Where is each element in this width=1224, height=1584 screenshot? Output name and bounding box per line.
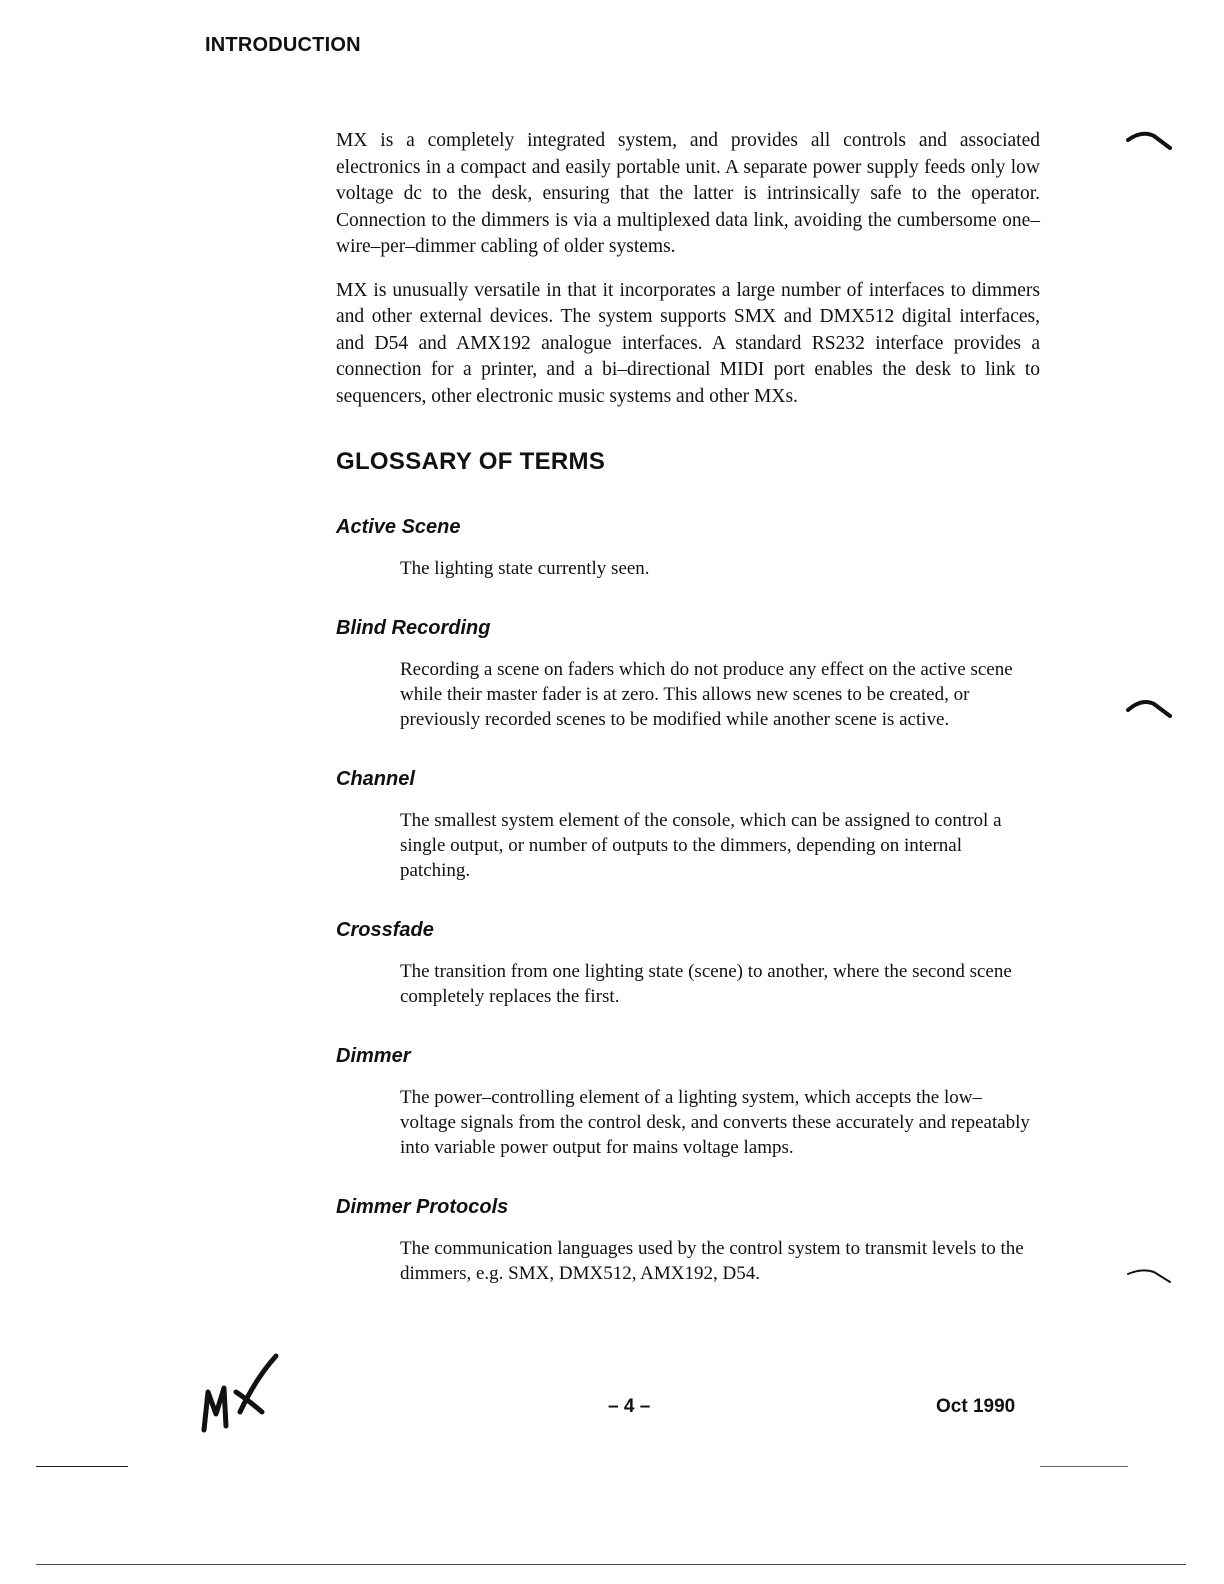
scan-rule: [36, 1564, 1186, 1565]
binding-mark-icon: [1124, 696, 1174, 720]
glossary-term: Channel: [336, 768, 415, 790]
glossary-term: Crossfade: [336, 919, 434, 941]
glossary-term: Dimmer: [336, 1045, 411, 1067]
glossary-term: Active Scene: [336, 516, 461, 538]
footer-date: Oct 1990: [936, 1396, 1016, 1417]
scan-rule: [36, 1466, 128, 1467]
page-number: – 4 –: [608, 1396, 651, 1417]
glossary-definition: The smallest system element of the console, which can be assigned to control a single output, or number of outputs to the dimmers, depending on internal patching.: [400, 810, 1002, 881]
section-label: INTRODUCTION: [205, 34, 361, 56]
glossary-definition: The transition from one lighting state (scene) to another, where the second scene completely replaces the first.: [400, 961, 1012, 1007]
glossary-term: Dimmer Protocols: [336, 1196, 509, 1218]
intro-paragraph-1: MX is a completely integrated system, and provides all controls and associated electronics in a compact and easily portable unit. A separate power supply feeds only low voltage dc to the desk, ensuring that the latter is intrinsically safe to the operator. Connection to the dimmers is via a multiplexed data link, avoiding the cumbersome one–wire–per–dimmer cabling of older systems.: [336, 130, 1040, 257]
glossary-definition: The lighting state currently seen.: [400, 558, 650, 579]
page-content: [336, 128, 1040, 1286]
scan-rule: [1040, 1466, 1128, 1467]
glossary-term: Blind Recording: [336, 617, 491, 639]
mx-logo: [196, 1352, 286, 1436]
glossary-definition: The power–controlling element of a lighting system, which accepts the low–voltage signals from the control desk, and converts these accurately and repeatably into variable power output for mains voltage lamps.: [400, 1087, 1030, 1158]
intro-paragraph-2: MX is unusually versatile in that it incorporates a large number of interfaces to dimmers and other external devices. The system supports SMX and DMX512 digital interfaces, and D54 and AMX192 analogue interfaces. A standard RS232 interface provides a connection for a printer, and a bi–directional MIDI port enables the desk to link to sequencers, other electronic music systems and other MXs.: [336, 279, 1040, 407]
binding-mark-icon: [1124, 1264, 1174, 1288]
glossary-title: GLOSSARY OF TERMS: [336, 448, 606, 475]
binding-mark-icon: [1124, 128, 1174, 152]
glossary-definition: The communication languages used by the control system to transmit levels to the dimmers, e.g. SMX, DMX512, AMX192, D54.: [400, 1238, 1024, 1284]
glossary-definition: Recording a scene on faders which do not produce any effect on the active scene while their master fader is at zero. This allows new scenes to be created, or previously recorded scenes to be modified while another scene is active.: [400, 659, 1013, 730]
